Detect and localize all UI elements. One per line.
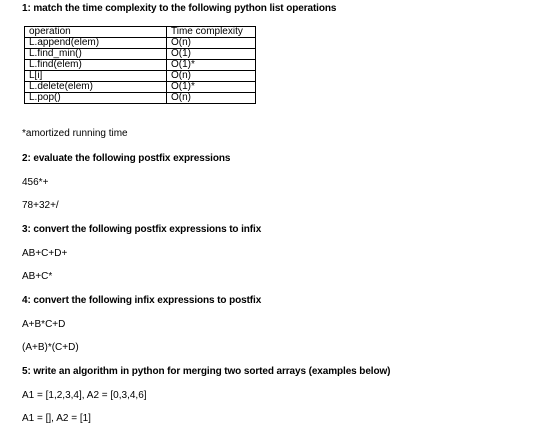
- postfix-to-infix-expression-1: AB+C+D+: [22, 248, 68, 259]
- table-header-operation: operation: [25, 27, 167, 38]
- time-complexity-table: [24, 26, 256, 104]
- table-cell-operation: L.find_min(): [25, 49, 167, 60]
- question-1-title: 1: match the time complexity to the following python list operations: [22, 3, 337, 14]
- table-cell-complexity: O(1)*: [167, 60, 256, 71]
- amortized-footnote: *amortized running time: [22, 128, 128, 139]
- merge-example-1: A1 = [1,2,3,4], A2 = [0,3,4,6]: [22, 390, 147, 401]
- table-cell-operation: L[i]: [25, 71, 167, 82]
- table-row: [25, 49, 256, 60]
- postfix-expression-2: 78+32+/: [22, 200, 59, 211]
- table-row: [25, 71, 256, 82]
- table-cell-complexity: O(1)*: [167, 82, 256, 93]
- table-row: [25, 82, 256, 93]
- question-5-title: 5: write an algorithm in python for merging two sorted arrays (examples below): [22, 366, 391, 377]
- table-cell-complexity: O(1): [167, 49, 256, 60]
- table-cell-operation: L.append(elem): [25, 38, 167, 49]
- question-3-title: 3: convert the following postfix expressions to infix: [22, 224, 262, 235]
- question-2-title: 2: evaluate the following postfix expressions: [22, 153, 231, 164]
- table-header-time-complexity: Time complexity: [167, 27, 256, 38]
- table-cell-operation: L.delete(elem): [25, 82, 167, 93]
- table-row: [25, 38, 256, 49]
- table-row: [25, 60, 256, 71]
- infix-expression-1: A+B*C+D: [22, 319, 66, 330]
- question-4-title: 4: convert the following infix expressions to postfix: [22, 295, 262, 306]
- table-cell-complexity: O(n): [167, 38, 256, 49]
- postfix-to-infix-expression-2: AB+C*: [22, 271, 53, 282]
- table-header-row: [25, 27, 256, 38]
- table-row: [25, 93, 256, 104]
- infix-expression-2: (A+B)*(C+D): [22, 342, 79, 353]
- table-cell-complexity: O(n): [167, 93, 256, 104]
- postfix-expression-1: 456*+: [22, 177, 49, 188]
- merge-example-2: A1 = [], A2 = [1]: [22, 413, 91, 424]
- table-cell-operation: L.find(elem): [25, 60, 167, 71]
- table-cell-complexity: O(n): [167, 71, 256, 82]
- table-cell-operation: L.pop(): [25, 93, 167, 104]
